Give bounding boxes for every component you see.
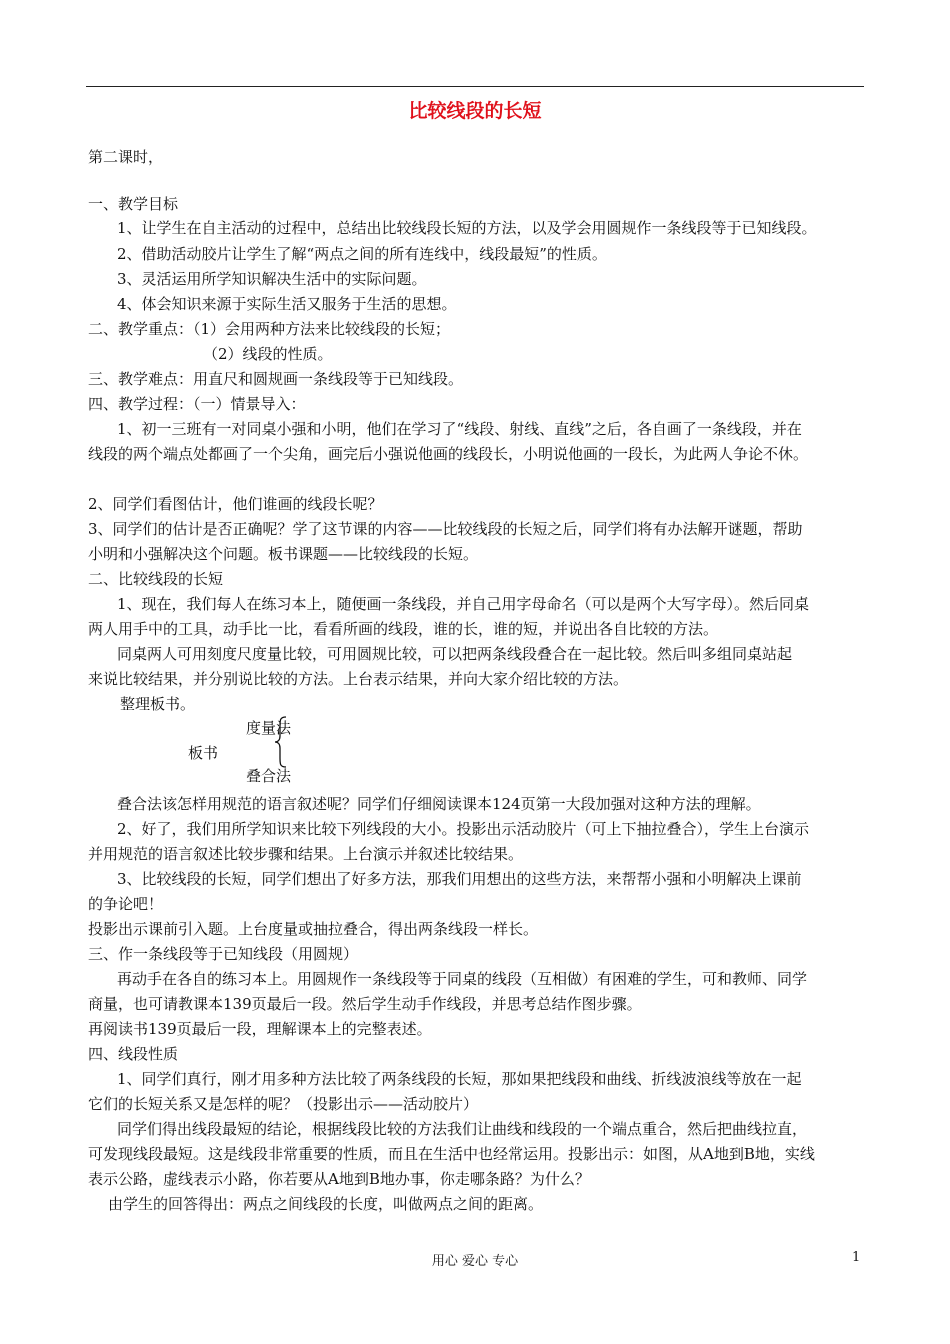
text-line: 投影出示课前引入题。上台度量或抽拉叠合，得出两条线段一样长。 [88, 920, 539, 938]
text-line: 两人用手中的工具，动手比一比，看看所画的线段，谁的长，谁的短，并说出各自比较的方法。 [88, 620, 719, 638]
section-heading: 二、比较线段的长短 [88, 570, 224, 588]
text-line: 同桌两人可用刻度尺度量比较，可用圆规比较，可以把两条线段叠合在一起比较。然后叫多组同桌站起 [117, 645, 793, 663]
text-line: 叠合法该怎样用规范的语言叙述呢？同学们仔细阅读课本124页第一大段加强对这种方法的理解。 [117, 795, 761, 813]
board-item-measure: 度量法 [246, 719, 292, 737]
text-line: 4、体会知识来源于实际生活又服务于生活的思想。 [117, 295, 457, 313]
board-item-overlay: 叠合法 [246, 767, 292, 785]
text-line: 3、同学们的估计是否正确呢？学了这节课的内容——比较线段的长短之后，同学们将有办法解开谜题，帮助 [88, 520, 803, 538]
text-line: 商量，也可请教课本139页最后一段。然后学生动手作线段，并思考总结作图步骤。 [88, 995, 642, 1013]
text-line: 2、同学们看图估计，他们谁画的线段长呢？ [88, 495, 383, 513]
text-line: 3、比较线段的长短，同学们想出了好多方法，那我们用想出的这些方法，来帮帮小强和小明解决上课前 [117, 870, 802, 888]
text-line: 的争论吧！ [88, 895, 164, 913]
section-heading: 三、作一条线段等于已知线段（用圆规） [88, 945, 359, 963]
text-line: （2）线段的性质。 [203, 345, 333, 363]
text-line: 表示公路，虚线表示小路，你若要从A地到B地办事，你走哪条路？为什么？ [88, 1170, 590, 1188]
page-title: 比较线段的长短 [408, 100, 542, 122]
text-line: 再动手在各自的练习本上。用圆规作一条线段等于同桌的线段（互相做）有困难的学生，可和教师、同学 [117, 970, 808, 988]
page-number: 1 [852, 1250, 861, 1265]
text-line: 2、好了，我们用所学知识来比较下列线段的大小。投影出示活动胶片（可上下抽拉叠合），学生上台演示 [117, 820, 810, 838]
header-rule [86, 86, 864, 87]
text-line: 1、同学们真行，刚才用多种方法比较了两条线段的长短，那如果把线段和曲线、折线波浪线等放在一起 [117, 1070, 802, 1088]
text-line: 1、现在，我们每人在练习本上，随便画一条线段，并自己用字母命名（可以是两个大写字母）。然后同桌 [117, 595, 810, 613]
section-heading: 三、教学难点：用直尺和圆规画一条线段等于已知线段。 [88, 370, 464, 388]
page-footer: 用心 爱心 专心 [431, 1254, 519, 1269]
text-line: 1、初一三班有一对同桌小强和小明，他们在学习了“线段、射线、直线”之后，各自画了一条线段，并在 [117, 420, 802, 438]
text-line: 第二课时， [88, 148, 164, 166]
text-line: 2、借助活动胶片让学生了解“两点之间的所有连线中，线段最短”的性质。 [117, 245, 607, 263]
text-line: 同学们得出线段最短的结论，根据线段比较的方法我们让曲线和线段的一个端点重合，然后把曲线拉直， [117, 1120, 808, 1138]
text-line: 整理板书。 [120, 695, 196, 713]
text-line: 它们的长短关系又是怎样的呢？（投影出示——活动胶片） [88, 1095, 479, 1113]
text-line: 3、灵活运用所学知识解决生活中的实际问题。 [117, 270, 427, 288]
section-heading: 二、教学重点：（1）会用两种方法来比较线段的长短； [88, 320, 451, 338]
text-line: 小明和小强解决这个问题。板书课题——比较线段的长短。 [88, 545, 479, 563]
text-line: 来说比较结果，并分别说比较的方法。上台表示结果，并向大家介绍比较的方法。 [88, 670, 629, 688]
section-heading: 四、教学过程：（一）情景导入： [88, 395, 306, 413]
text-line: 再阅读书139页最后一段，理解课本上的完整表述。 [88, 1020, 432, 1038]
section-heading: 四、线段性质 [88, 1045, 179, 1063]
section-heading: 一、教学目标 [88, 195, 179, 213]
text-line: 1、让学生在自主活动的过程中，总结出比较线段长短的方法，以及学会用圆规作一条线段等于已知线段。 [117, 219, 817, 237]
text-line: 可发现线段最短。这是线段非常重要的性质，而且在生活中也经常运用。投影出示：如图，从A地到B地，实线 [88, 1145, 815, 1163]
text-line: 并用规范的语言叙述比较步骤和结果。上台演示并叙述比较结果。 [88, 845, 524, 863]
text-line: 线段的两个端点处都画了一个尖角，画完后小强说他画的线段长，小明说他画的一段长，为此两人争论不休。 [88, 445, 809, 463]
board-label: 板书 [188, 744, 219, 762]
text-line: 由学生的回答得出：两点之间线段的长度，叫做两点之间的距离。 [108, 1195, 544, 1213]
curly-brace-icon [274, 716, 288, 768]
